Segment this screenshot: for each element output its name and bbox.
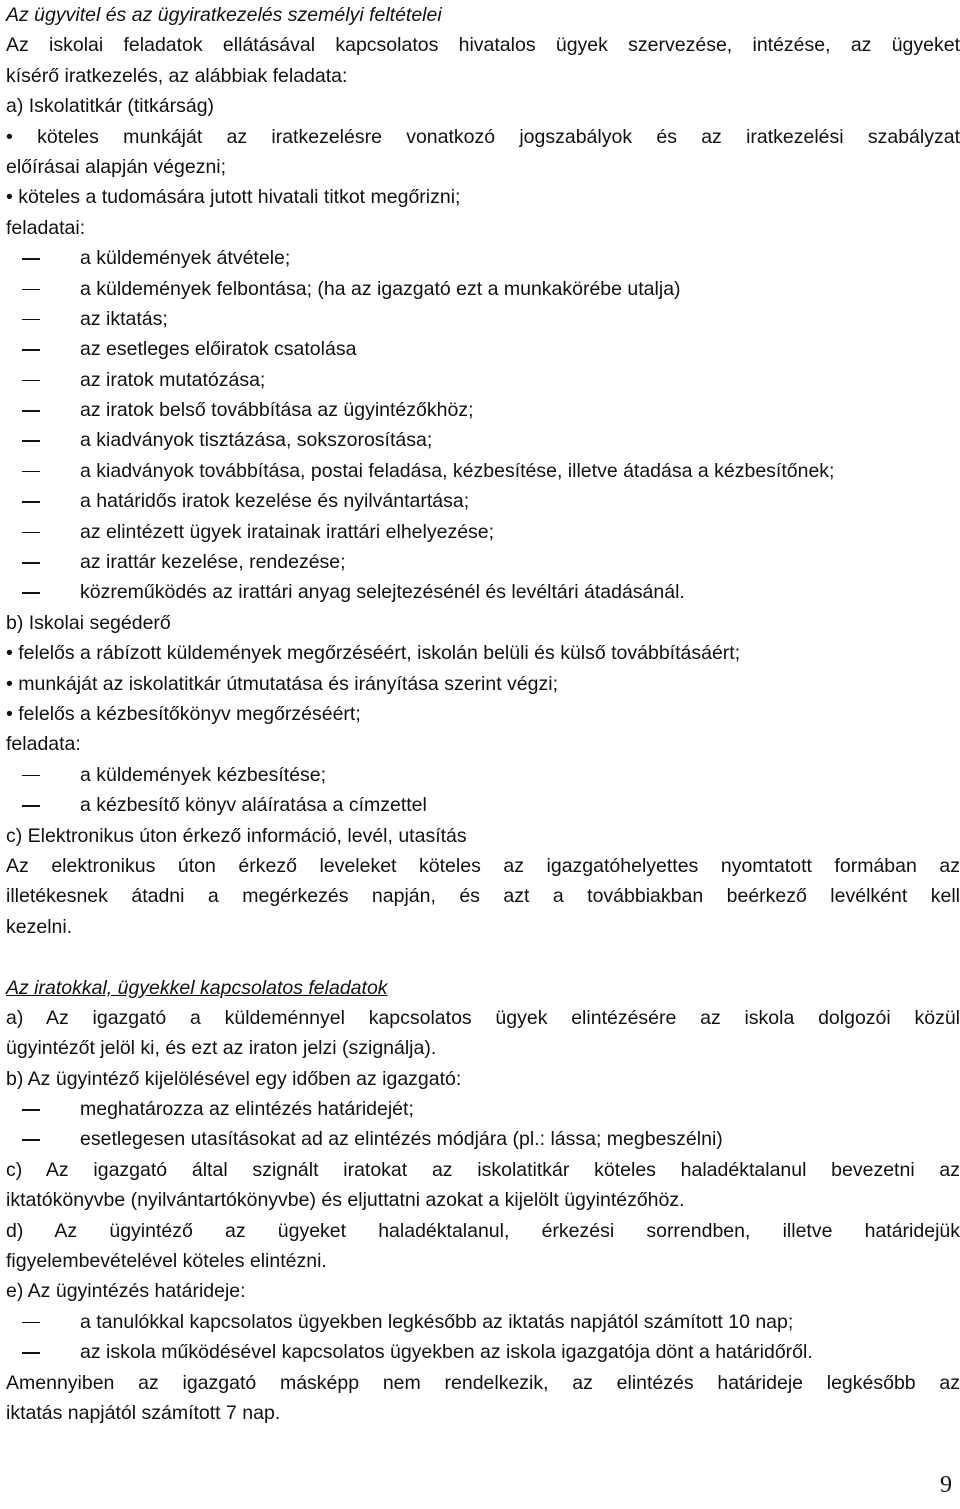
dash-item-text: a határidős iratok kezelése és nyilvántartása; bbox=[80, 490, 470, 513]
bullet-item: • felelős a kézbesítőkönyv megőrzéséért; bbox=[6, 699, 960, 729]
paragraph-line: kezelni. bbox=[6, 915, 73, 938]
subsection-title: a) Iskolatitkár (titkárság) bbox=[6, 95, 215, 118]
dash-item bbox=[6, 365, 960, 395]
dash-icon bbox=[22, 501, 40, 503]
dash-item bbox=[6, 517, 960, 547]
dash-item bbox=[6, 395, 960, 425]
dash-icon bbox=[22, 532, 40, 534]
dash-icon bbox=[22, 319, 40, 321]
subsection-title: b) Az ügyintéző kijelölésével egy időben az igazgató: bbox=[6, 1067, 462, 1090]
paragraph-line: figyelembevételével köteles elintézni. bbox=[6, 1250, 327, 1273]
section-heading: Az iratokkal, ügyekkel kapcsolatos feladatok bbox=[6, 976, 388, 999]
dash-item bbox=[6, 790, 960, 820]
bullet-item: • köteles a tudomására jutott hivatali titkot megőrizni; bbox=[6, 182, 960, 212]
dash-item-text: az elintézett ügyek iratainak irattári elhelyezése; bbox=[80, 520, 495, 543]
dash-item-text: a tanulókkal kapcsolatos ügyekben legkésőbb az iktatás napjától számított 10 nap; bbox=[80, 1310, 794, 1333]
list-label: feladatai: bbox=[6, 216, 86, 239]
paragraph-line: iktatókönyvbe (nyilvántartókönyvbe) és eljuttatni azokat a kijelölt ügyintézőhöz. bbox=[6, 1189, 685, 1212]
paragraph-line: Az iskolai feladatok ellátásával kapcsolatos hivatalos ügyek szervezése, intézése, az ügyeket bbox=[6, 34, 960, 57]
paragraph-line: ügyintézőt jelöl ki, és ezt az iraton jelzi (szignálja). bbox=[6, 1037, 437, 1060]
dash-icon bbox=[22, 1109, 40, 1111]
paragraph-line: kísérő iratkezelés, az alábbiak feladata: bbox=[6, 64, 348, 87]
dash-icon bbox=[22, 1322, 40, 1324]
bullet-item: • munkáját az iskolatitkár útmutatása és irányítása szerint végzi; bbox=[6, 669, 960, 699]
dash-item-text: meghatározza az elintézés határidejét; bbox=[80, 1098, 414, 1121]
dash-item-text: az irattár kezelése, rendezése; bbox=[80, 551, 346, 574]
paragraph-line: a) Az igazgató a küldeménnyel kapcsolatos ügyek elintézésére az iskola dolgozói közül bbox=[6, 1006, 960, 1029]
dash-item bbox=[6, 456, 960, 486]
dash-item-text: a küldemények felbontása; (ha az igazgató ezt a munkakörébe utalja) bbox=[80, 277, 681, 300]
dash-item bbox=[6, 486, 960, 516]
dash-item-text: az iskola működésével kapcsolatos ügyekben az iskola igazgatója dönt a határidőről. bbox=[80, 1341, 813, 1364]
dash-item bbox=[6, 425, 960, 455]
dash-item bbox=[6, 760, 960, 790]
dash-item bbox=[6, 547, 960, 577]
dash-item bbox=[6, 274, 960, 304]
dash-item-text: a kiadványok tisztázása, sokszorosítása; bbox=[80, 429, 433, 452]
bullet-continuation: előírásai alapján végezni; bbox=[6, 155, 227, 178]
dash-item bbox=[6, 243, 960, 273]
dash-item-text: az esetleges előiratok csatolása bbox=[80, 338, 357, 361]
page-number: 9 bbox=[940, 1472, 952, 1498]
dash-icon bbox=[22, 471, 40, 473]
dash-icon bbox=[22, 440, 40, 442]
dash-item-text: esetlegesen utasításokat ad az elintézés módjára (pl.: lássa; megbeszélni) bbox=[80, 1128, 723, 1151]
dash-item bbox=[6, 1307, 960, 1337]
dash-icon bbox=[22, 805, 40, 807]
subsection-title: e) Az ügyintézés határideje: bbox=[6, 1280, 246, 1303]
dash-item bbox=[6, 577, 960, 607]
dash-icon bbox=[22, 410, 40, 412]
spacer bbox=[6, 942, 960, 972]
dash-icon bbox=[22, 258, 40, 260]
list-label: feladata: bbox=[6, 733, 81, 756]
paragraph-line: iktatás napjától számított 7 nap. bbox=[6, 1401, 281, 1424]
dash-item-text: közreműködés az irattári anyag selejtezésénél és levéltári átadásánál. bbox=[80, 581, 685, 604]
dash-icon bbox=[22, 1139, 40, 1141]
dash-item-text: az iktatás; bbox=[80, 307, 168, 330]
dash-icon bbox=[22, 349, 40, 351]
paragraph-line: c) Az igazgató által szignált iratokat az iskolatitkár köteles haladéktalanul bevezetni az bbox=[6, 1158, 960, 1181]
dash-item-text: a küldemények kézbesítése; bbox=[80, 763, 327, 786]
dash-item bbox=[6, 1124, 960, 1154]
paragraph-line: illetékesnek átadni a megérkezés napján, és azt a továbbiakban beérkező levélként kell bbox=[6, 885, 960, 908]
bullet-item: • felelős a rábízott küldemények megőrzéséért, iskolán belüli és külső továbbításáért; bbox=[6, 638, 960, 668]
subsection-title: b) Iskolai segéderő bbox=[6, 611, 171, 634]
paragraph-line: Az elektronikus úton érkező leveleket köteles az igazgatóhelyettes nyomtatott formában az bbox=[6, 854, 960, 877]
subsection-title: c) Elektronikus úton érkező információ, levél, utasítás bbox=[6, 824, 467, 847]
bullet-item: • köteles munkáját az iratkezelésre vonatkozó jogszabályok és az iratkezelési szabályzat bbox=[6, 122, 960, 152]
dash-icon bbox=[22, 380, 40, 382]
paragraph-line: d) Az ügyintéző az ügyeket haladéktalanul, érkezési sorrendben, illetve határidejük bbox=[6, 1219, 960, 1242]
dash-icon bbox=[22, 775, 40, 777]
dash-item-text: az iratok mutatózása; bbox=[80, 368, 266, 391]
section-heading: Az ügyvitel és az ügyiratkezelés személyi feltételei bbox=[6, 4, 442, 26]
document-page bbox=[6, 0, 960, 1428]
dash-item-text: a küldemények átvétele; bbox=[80, 247, 291, 270]
dash-icon bbox=[22, 289, 40, 291]
dash-item bbox=[6, 1337, 960, 1367]
dash-item-text: a kiadványok továbbítása, postai feladása, kézbesítése, illetve átadása a kézbesítőnek; bbox=[80, 459, 835, 482]
dash-item bbox=[6, 304, 960, 334]
paragraph-line: Amennyiben az igazgató másképp nem rendelkezik, az elintézés határideje legkésőbb az bbox=[6, 1371, 960, 1394]
dash-icon bbox=[22, 592, 40, 594]
dash-item bbox=[6, 1094, 960, 1124]
dash-item bbox=[6, 334, 960, 364]
dash-item-text: az iratok belső továbbítása az ügyintézőkhöz; bbox=[80, 399, 474, 422]
dash-icon bbox=[22, 1352, 40, 1354]
dash-item-text: a kézbesítő könyv aláíratása a címzettel bbox=[80, 794, 427, 817]
dash-icon bbox=[22, 562, 40, 564]
